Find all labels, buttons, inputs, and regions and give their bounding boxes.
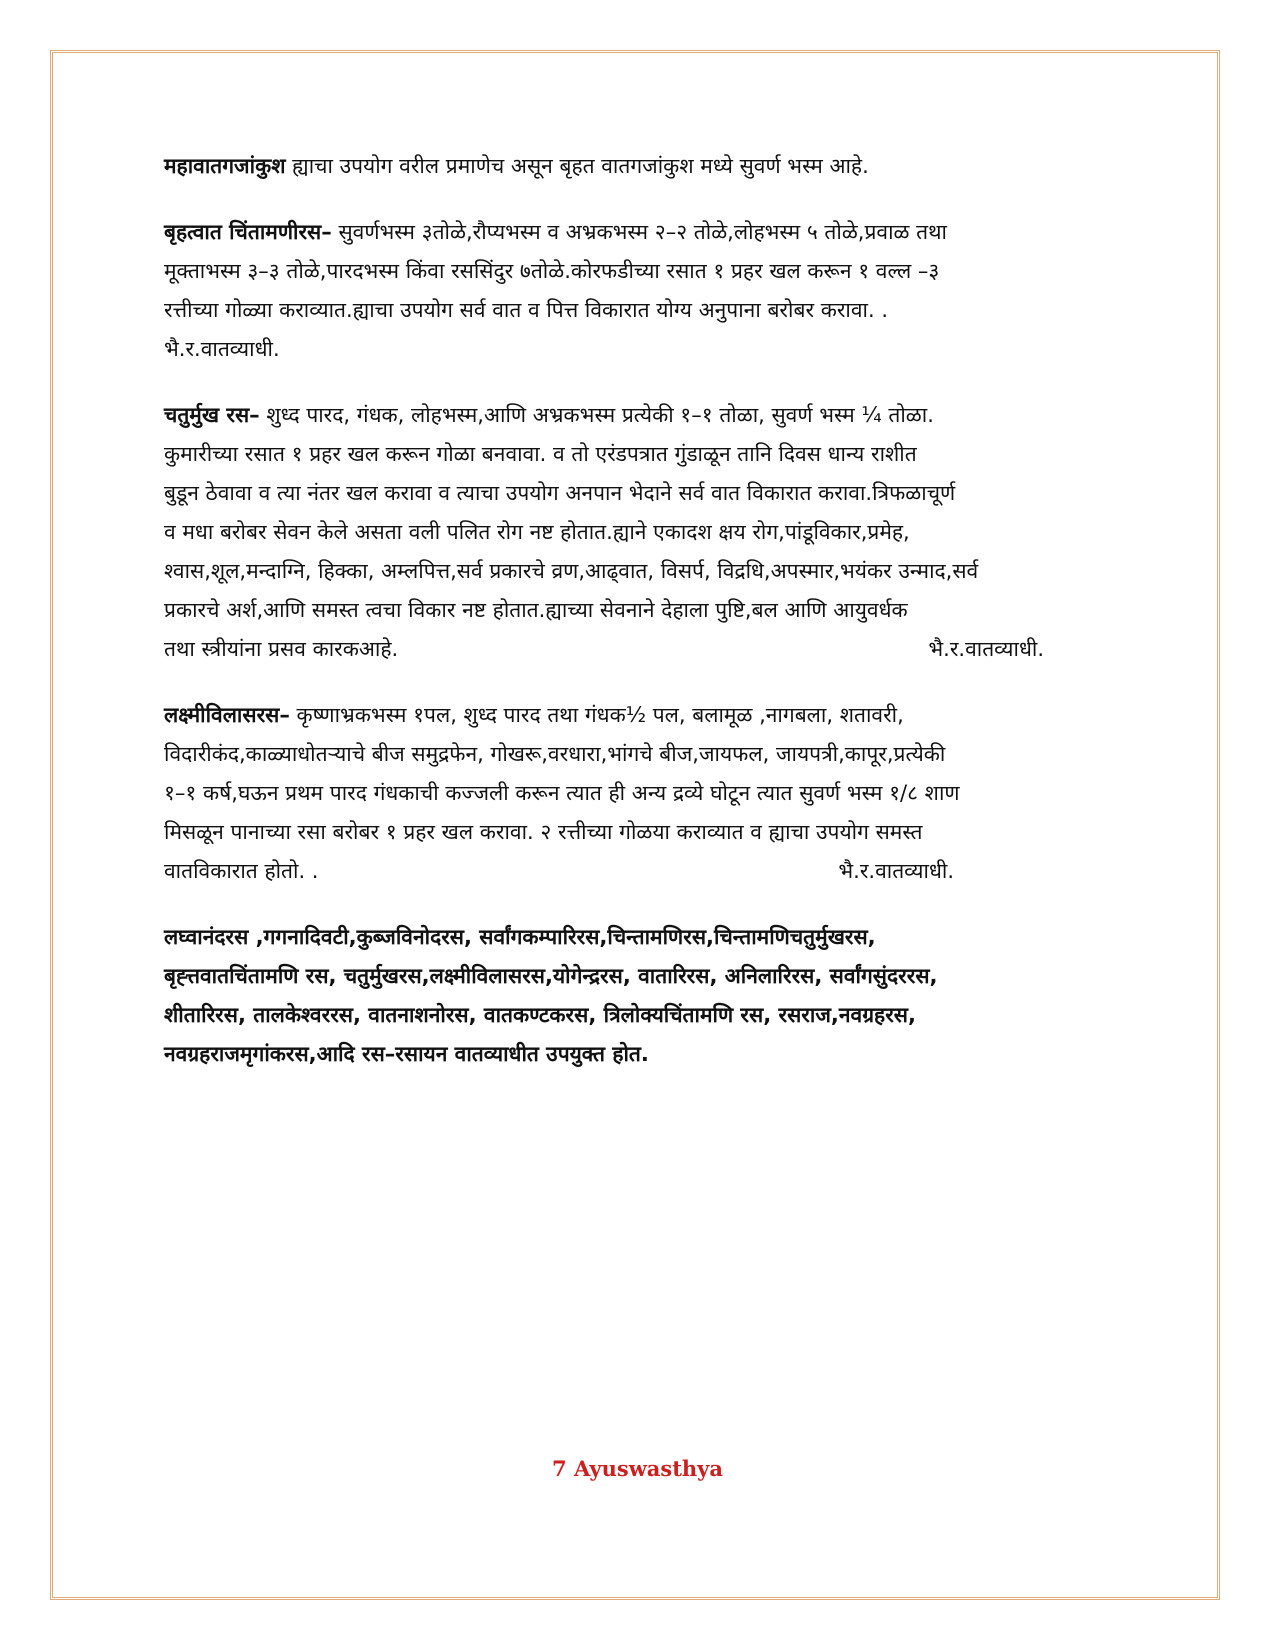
text-line: लघ्वानंदरस ,गगनादिवटी,कुब्जविनोदरस, सर्वांगकम्पारिरस,चिन्तामणिरस,चिन्तामणिचतुर्मुखरस, xyxy=(164,925,876,949)
text-line xyxy=(164,147,1124,186)
paragraph-mahavatgajankush xyxy=(164,147,1124,186)
line-text: सुवर्णभस्म ३तोळे,रौप्यभस्म व अभ्रकभस्म २–२ तोळे,लोहभस्म ५ तोळे,प्रवाळ तथा xyxy=(331,220,947,244)
paragraph-chaturmukh-ras xyxy=(164,396,1124,669)
text-line: बुडून ठेवावा व त्या नंतर खल करावा व त्याचा उपयोग अनपान भेदाने सर्व वात विकारात करावा.त्रिफळाचूर्ण xyxy=(164,481,956,505)
text-line: बृह्त्तवातचिंतामणि रस, चतुर्मुखरस,लक्ष्मीविलासरस,योगेन्द्ररस, वातारिरस, अनिलारिरस, सर्वांगसुंदररस, xyxy=(164,964,938,988)
footer-title: Ayuswasthya xyxy=(573,1456,723,1481)
text-line: प्रकारचे अर्श,आणि समस्त त्वचा विकार नष्ट होतात.ह्याच्या सेवनाने देहाला पुष्टि,बल आणि आयुवर्धक xyxy=(164,598,908,622)
paragraph-bruhatvat-chintamani xyxy=(164,213,1124,369)
reference-text: भै.र.वातव्याधी. xyxy=(928,637,1044,661)
text-line: श्वास,शूल,मन्दाग्नि, हिक्का, अम्लपित्त,सर्व प्रकारचे व्रण,आढ्वात, विसर्प, विद्रधि,अपस्मार,भयंकर उन्माद,सर्व xyxy=(164,559,979,583)
text-line: कुमारीच्या रसात १ प्रहर खल करून गोळा बनवावा. व तो एरंडपत्रात गुंडाळून तानि दिवस धान्य राशीत xyxy=(164,442,917,466)
text-line xyxy=(164,396,1124,435)
text-line: रत्तीच्या गोळ्या कराव्यात.ह्याचा उपयोग सर्व वात व पित्त विकारात योग्य अनुपाना बरोबर करावा. . xyxy=(164,298,889,322)
text-line: नवग्रहराजमृगांकरस,आदि रस–रसायन वातव्याधीत उपयुक्त होत. xyxy=(164,1042,649,1066)
text-line: मिसळून पानाच्या रसा बरोबर १ प्रहर खल करावा. २ रत्तीच्या गोळया कराव्यात व ह्याचा उपयोग समस्त xyxy=(164,820,923,844)
document-body xyxy=(164,147,1124,1101)
reference-text: भै.र.वातव्याधी. xyxy=(838,859,954,883)
paragraph-ras-list xyxy=(164,918,1124,1074)
term-heading: बृहत्वात चिंतामणीरस– xyxy=(164,220,332,244)
page-number: 7 xyxy=(552,1456,567,1481)
text-line: विदारीकंद,काळ्याधोतऱ्याचे बीज समुद्रफेन, गोखरू,वरधारा,भांगचे बीज,जायफल, जायपत्री,कापूर,प्रत्येकी xyxy=(164,742,946,766)
paragraph-lakshmivilas-ras xyxy=(164,696,1124,891)
line-text: शुध्द पारद, गंधक, लोहभस्म,आणि अभ्रकभस्म प्रत्येकी १–१ तोळा, सुवर्ण भस्म ¼ तोळा. xyxy=(259,403,934,427)
line-text: वातविकारात होतो. . xyxy=(164,859,319,883)
term-heading: चतुर्मुख रस– xyxy=(164,403,260,427)
line-text: कृष्णाभ्रकभस्म १पल, शुध्द पारद तथा गंधक½ पल, बलामूळ ,नागबला, शतावरी, xyxy=(289,703,904,727)
line-text: तथा स्त्रीयांना प्रसव कारकआहे. xyxy=(164,637,399,661)
term-heading: महावातगजांकुश xyxy=(164,154,286,178)
page-footer xyxy=(0,1456,1275,1481)
text-line: १–१ कर्ष,घऊन प्रथम पारद गंधकाची कज्जली करून त्यात ही अन्य द्रव्ये घोटून त्यात सुवर्ण भस्म १/८ शाण xyxy=(164,781,960,805)
text-line: शीतारिरस, तालकेश्वररस, वातनाशनोरस, वातकण्टकरस, त्रिलोक्यचिंतामणि रस, रसराज,नवग्रहरस, xyxy=(164,1003,916,1027)
term-heading: लक्ष्मीविलासरस– xyxy=(164,703,290,727)
reference-line: भै.र.वातव्याधी. xyxy=(164,337,280,361)
text-line: व मधा बरोबर सेवन केले असता वली पलित रोग नष्ट होतात.ह्याने एकादश क्षय रोग,पांडूविकार,प्रमेह, xyxy=(164,520,910,544)
text-line: मूक्ताभस्म ३–३ तोळे,पारदभस्म किंवा रससिंदुर ७तोळे.कोरफडीच्या रसात १ प्रहर खल करून १ वल्ल –३ xyxy=(164,259,940,283)
text-line xyxy=(164,696,1124,735)
text-line xyxy=(164,213,1124,252)
text-line-with-reference xyxy=(164,852,954,891)
text-line-with-reference xyxy=(164,630,1044,669)
line-text: ह्याचा उपयोग वरील प्रमाणेच असून बृहत वातगजांकुश मध्ये सुवर्ण भस्म आहे. xyxy=(285,154,869,178)
